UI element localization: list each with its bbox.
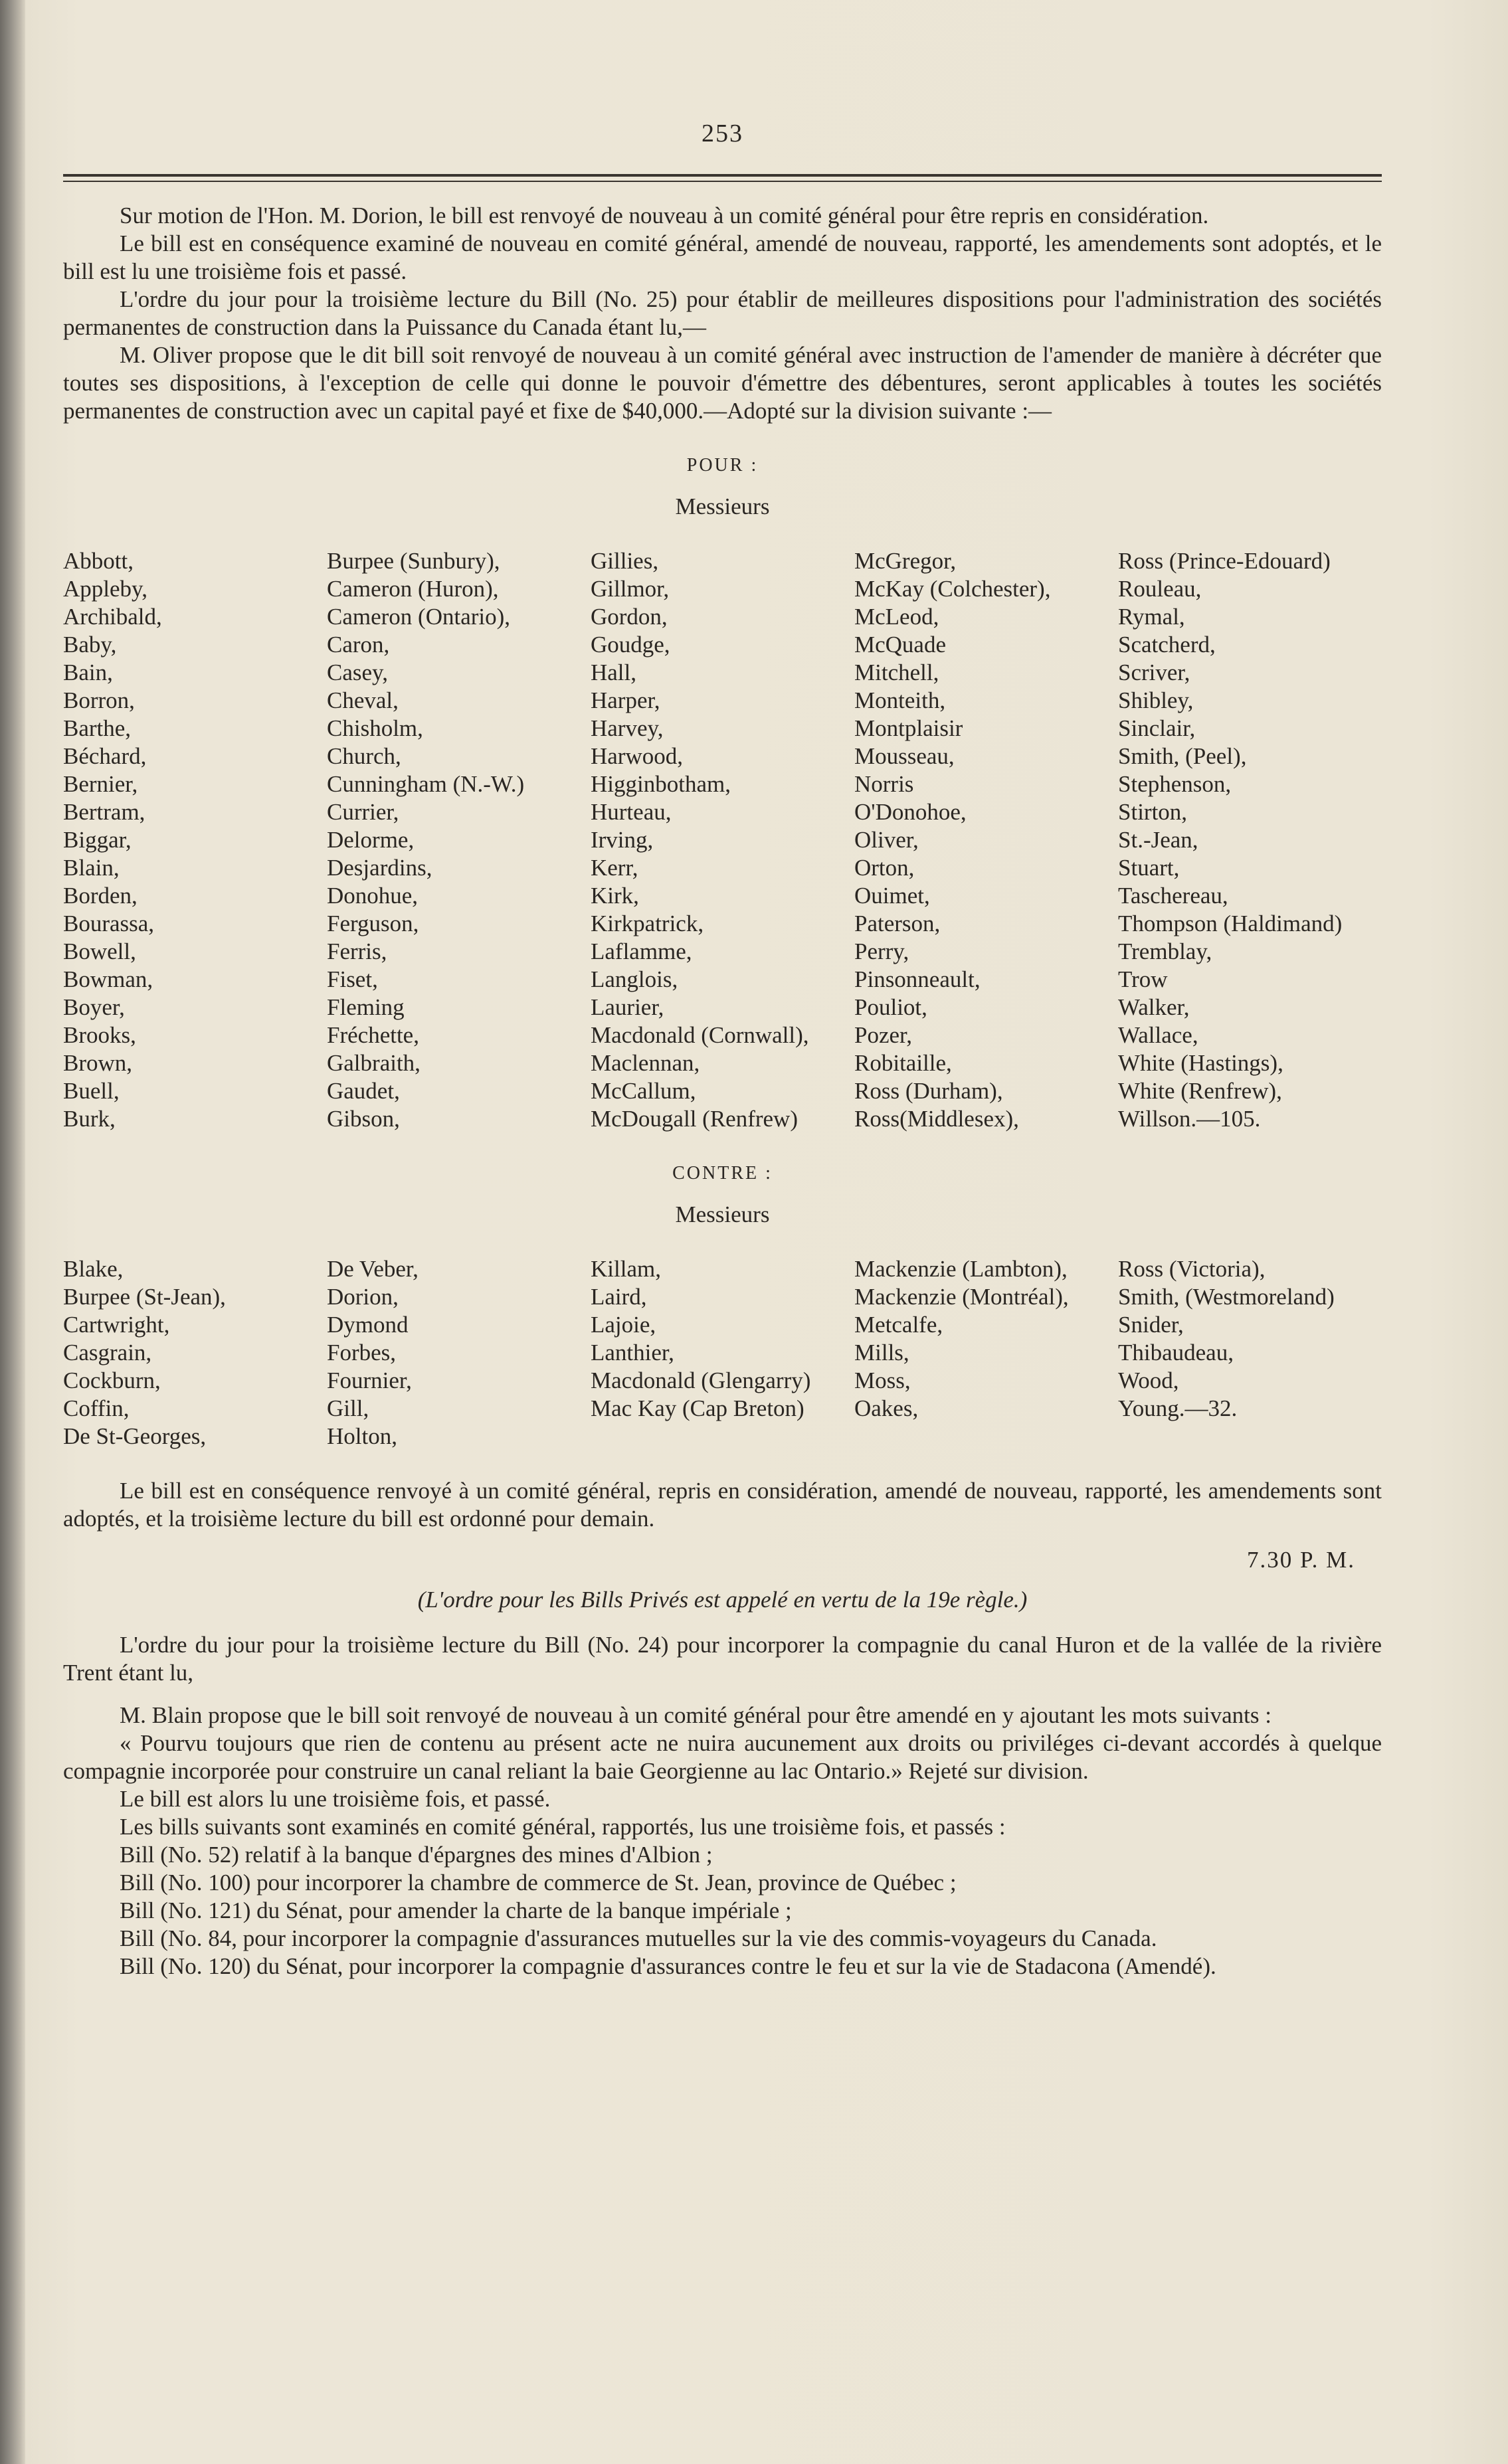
pour-member-name: Bourassa, bbox=[63, 911, 155, 936]
pour-member-name: O'Donohoe, bbox=[854, 799, 967, 825]
pour-member-name: Walker, bbox=[1118, 994, 1190, 1020]
contre-member-name: Gill, bbox=[327, 1395, 369, 1421]
pour-member-name: Gaudet, bbox=[327, 1078, 400, 1104]
paragraph-dorion-motion: Sur motion de l'Hon. M. Dorion, le bill est renvoyé de nouveau à un comité général pour être repris en considération. bbox=[120, 203, 1209, 228]
contre-name-columns bbox=[63, 1255, 1382, 1451]
contre-member-name: Blake, bbox=[63, 1256, 124, 1282]
contre-member-name: Ross (Victoria), bbox=[1118, 1256, 1266, 1282]
pour-member-name: Rymal, bbox=[1118, 604, 1185, 630]
pour-column bbox=[63, 547, 327, 1133]
pour-member-name: Goudge, bbox=[591, 632, 670, 658]
header-rule-thin bbox=[63, 181, 1382, 182]
contre-member-name: Smith, (Westmoreland) bbox=[1118, 1284, 1335, 1310]
bill-120-line: Bill (No. 120) du Sénat, pour incorporer la compagnie d'assurances contre le feu et sur la vie de Stadacona (Amendé). bbox=[120, 1953, 1216, 1979]
contre-member-name: Forbes, bbox=[327, 1340, 397, 1365]
pour-member-name: Hall, bbox=[591, 660, 637, 685]
pour-name-columns bbox=[63, 547, 1382, 1133]
contre-member-name: De St-Georges, bbox=[63, 1423, 207, 1449]
contre-member-name: Mills, bbox=[854, 1340, 909, 1365]
pour-member-name: St.-Jean, bbox=[1118, 827, 1198, 853]
contre-member-name: Coffin, bbox=[63, 1395, 130, 1421]
paragraph-oliver-motion: M. Oliver propose que le dit bill soit renvoyé de nouveau à un comité général avec instruction de l'amender de manière à décréter que toutes ses dispositions, à l'exception de celle qui donne le pouvoir d'émettre des débentures, seront applicables à toutes les sociétés permanentes de construction avec un capital payé et fixe de $40,000.—Adopté sur la division suivante :— bbox=[63, 342, 1382, 424]
pour-subheading: Messieurs bbox=[675, 493, 770, 519]
pour-member-name: Bertram, bbox=[63, 799, 145, 825]
contre-member-name: Young.—32. bbox=[1118, 1395, 1238, 1421]
pour-member-name: Abbott, bbox=[63, 548, 134, 574]
pour-member-name: Gillies, bbox=[591, 548, 659, 574]
pour-member-name: Wallace, bbox=[1118, 1022, 1198, 1048]
private-bills-note: (L'ordre pour les Bills Privés est appelé en vertu de la 19e règle.) bbox=[417, 1587, 1028, 1613]
pour-member-name: Bowman, bbox=[63, 966, 153, 992]
paragraph-after-vote: Le bill est en conséquence renvoyé à un comité général, repris en considération, amendé de nouveau, rapporté, les amendements sont adoptés, et la troisième lecture du bill est ordonné pour demain. bbox=[63, 1478, 1382, 1532]
pour-member-name: Biggar, bbox=[63, 827, 132, 853]
pour-member-name: Fleming bbox=[327, 994, 405, 1020]
contre-member-name: Cockburn, bbox=[63, 1367, 161, 1393]
contre-member-name: Cartwright, bbox=[63, 1312, 170, 1338]
pour-member-name: Stirton, bbox=[1118, 799, 1188, 825]
pour-member-name: Currier, bbox=[327, 799, 399, 825]
pour-member-name: Pouliot, bbox=[854, 994, 927, 1020]
pour-member-name: Montplaisir bbox=[854, 715, 963, 741]
paragraph-bill-25-order: L'ordre du jour pour la troisième lecture du Bill (No. 25) pour établir de meilleures dispositions pour l'administration des sociétés permanentes de construction dans la Puissance du Canada étant lu,— bbox=[63, 286, 1382, 340]
pour-member-name: Ross (Prince-Edouard) bbox=[1118, 548, 1331, 574]
pour-member-name: Higginbotham, bbox=[591, 771, 731, 797]
pour-member-name: White (Renfrew), bbox=[1118, 1078, 1282, 1104]
pour-member-name: Pozer, bbox=[854, 1022, 913, 1048]
pour-member-name: Galbraith, bbox=[327, 1050, 421, 1076]
contre-member-name: Casgrain, bbox=[63, 1340, 152, 1365]
bill-100-line: Bill (No. 100) pour incorporer la chambre de commerce de St. Jean, province de Québec ; bbox=[120, 1870, 957, 1895]
contre-column bbox=[1118, 1255, 1382, 1451]
pour-member-name: Norris bbox=[854, 771, 914, 797]
page-number: 253 bbox=[702, 120, 743, 147]
pour-member-name: Bain, bbox=[63, 660, 113, 685]
pour-member-name: Desjardins, bbox=[327, 855, 432, 881]
contre-heading: CONTRE : bbox=[672, 1163, 773, 1184]
bill-52-line: Bill (No. 52) relatif à la banque d'épargnes des mines d'Albion ; bbox=[120, 1842, 713, 1868]
pour-member-name: Chisholm, bbox=[327, 715, 423, 741]
contre-member-name: Lajoie, bbox=[591, 1312, 656, 1338]
contre-member-name: Wood, bbox=[1118, 1367, 1179, 1393]
pour-member-name: Cameron (Ontario), bbox=[327, 604, 511, 630]
pour-member-name: Rouleau, bbox=[1118, 576, 1202, 602]
contre-member-name: Lanthier, bbox=[591, 1340, 674, 1365]
pour-member-name: Hurteau, bbox=[591, 799, 672, 825]
pour-member-name: Burpee (Sunbury), bbox=[327, 548, 500, 574]
contre-member-name: Mac Kay (Cap Breton) bbox=[591, 1395, 804, 1421]
contre-subheading: Messieurs bbox=[675, 1201, 770, 1227]
pour-member-name: Monteith, bbox=[854, 687, 946, 713]
contre-column bbox=[854, 1255, 1118, 1451]
pour-member-name: Boyer, bbox=[63, 994, 125, 1020]
paragraph-third-reading: Le bill est alors lu une troisième fois, et passé. bbox=[120, 1786, 551, 1812]
pour-member-name: Sinclair, bbox=[1118, 715, 1196, 741]
pour-member-name: Fréchette, bbox=[327, 1022, 419, 1048]
pour-member-name: Ouimet, bbox=[854, 883, 930, 909]
paragraph-bill-24-order: L'ordre du jour pour la troisième lecture du Bill (No. 24) pour incorporer la compagnie du canal Huron et de la vallée de la rivière Trent étant lu, bbox=[63, 1632, 1382, 1686]
pour-member-name: Bernier, bbox=[63, 771, 138, 797]
pour-member-name: Langlois, bbox=[591, 966, 678, 992]
contre-member-name: Killam, bbox=[591, 1256, 661, 1282]
pour-member-name: Fiset, bbox=[327, 966, 378, 992]
pour-heading: POUR : bbox=[686, 455, 759, 476]
pour-member-name: Mousseau, bbox=[854, 743, 955, 769]
pour-member-name: Cameron (Huron), bbox=[327, 576, 499, 602]
pour-member-name: Barthe, bbox=[63, 715, 132, 741]
contre-column bbox=[591, 1255, 854, 1451]
pour-member-name: Buell, bbox=[63, 1078, 120, 1104]
pour-member-name: Church, bbox=[327, 743, 401, 769]
pour-member-name: Casey, bbox=[327, 660, 389, 685]
paragraph-proviso-quote: « Pourvu toujours que rien de contenu au présent acte ne nuira aucunement aux droits ou priviléges ci-devant accordés à quelque compagnie incorporée pour construire un canal reliant la baie Georgienne au lac Ontario.» Rejeté sur division. bbox=[63, 1730, 1382, 1784]
pour-column bbox=[327, 547, 591, 1133]
pour-member-name: Ferris, bbox=[327, 938, 387, 964]
pour-member-name: Willson.—105. bbox=[1118, 1106, 1261, 1132]
pour-member-name: Bowell, bbox=[63, 938, 136, 964]
bill-121-line: Bill (No. 121) du Sénat, pour amender la charte de la banque impériale ; bbox=[120, 1897, 792, 1923]
pour-member-name: Kirk, bbox=[591, 883, 639, 909]
pour-member-name: Burk, bbox=[63, 1106, 116, 1132]
pour-member-name: McCallum, bbox=[591, 1078, 696, 1104]
pour-member-name: Shibley, bbox=[1118, 687, 1194, 713]
contre-member-name: Oakes, bbox=[854, 1395, 919, 1421]
pour-member-name: Trow bbox=[1118, 966, 1168, 992]
pour-member-name: McQuade bbox=[854, 632, 947, 658]
pour-member-name: Maclennan, bbox=[591, 1050, 700, 1076]
contre-member-name: De Veber, bbox=[327, 1256, 419, 1282]
pour-member-name: White (Hastings), bbox=[1118, 1050, 1283, 1076]
pour-member-name: Mitchell, bbox=[854, 660, 939, 685]
contre-member-name: Moss, bbox=[854, 1367, 911, 1393]
pour-member-name: Donohue, bbox=[327, 883, 419, 909]
pour-member-name: Smith, (Peel), bbox=[1118, 743, 1247, 769]
paragraph-bills-list-intro: Les bills suivants sont examinés en comité général, rapportés, lus une troisième fois, et passés : bbox=[120, 1814, 1006, 1840]
pour-member-name: McKay (Colchester), bbox=[854, 576, 1051, 602]
bill-84-line: Bill (No. 84, pour incorporer la compagnie d'assurances mutuelles sur la vie des commis-voyageurs du Canada. bbox=[120, 1925, 1157, 1951]
header-rule bbox=[63, 174, 1382, 177]
pour-member-name: Thompson (Haldimand) bbox=[1118, 911, 1343, 936]
paragraph-blain-motion: M. Blain propose que le bill soit renvoyé de nouveau à un comité général pour être amendé en y ajoutant les mots suivants : bbox=[120, 1702, 1272, 1728]
pour-member-name: Blain, bbox=[63, 855, 120, 881]
contre-member-name: Mackenzie (Montréal), bbox=[854, 1284, 1069, 1310]
pour-member-name: Laflamme, bbox=[591, 938, 692, 964]
pour-member-name: Tremblay, bbox=[1118, 938, 1212, 964]
pour-member-name: Pinsonneault, bbox=[854, 966, 981, 992]
pour-member-name: Gillmor, bbox=[591, 576, 670, 602]
pour-member-name: Irving, bbox=[591, 827, 654, 853]
pour-member-name: Macdonald (Cornwall), bbox=[591, 1022, 809, 1048]
pour-member-name: Archibald, bbox=[63, 604, 162, 630]
pour-member-name: Harper, bbox=[591, 687, 660, 713]
pour-member-name: Gordon, bbox=[591, 604, 668, 630]
contre-member-name: Dorion, bbox=[327, 1284, 399, 1310]
pour-member-name: Borron, bbox=[63, 687, 135, 713]
contre-member-name: Mackenzie (Lambton), bbox=[854, 1256, 1068, 1282]
pour-member-name: Gibson, bbox=[327, 1106, 400, 1132]
pour-column bbox=[854, 547, 1118, 1133]
pour-member-name: Scatcherd, bbox=[1118, 632, 1216, 658]
pour-member-name: Brown, bbox=[63, 1050, 133, 1076]
contre-column bbox=[63, 1255, 327, 1451]
pour-member-name: Taschereau, bbox=[1118, 883, 1228, 909]
pour-member-name: Harwood, bbox=[591, 743, 683, 769]
pour-member-name: Delorme, bbox=[327, 827, 415, 853]
pour-member-name: Borden, bbox=[63, 883, 138, 909]
contre-member-name: Fournier, bbox=[327, 1367, 412, 1393]
contre-member-name: Snider, bbox=[1118, 1312, 1184, 1338]
pour-member-name: Cheval, bbox=[327, 687, 399, 713]
pour-member-name: McDougall (Renfrew) bbox=[591, 1106, 798, 1132]
pour-member-name: Béchard, bbox=[63, 743, 147, 769]
pour-member-name: McGregor, bbox=[854, 548, 957, 574]
pour-member-name: Perry, bbox=[854, 938, 909, 964]
contre-member-name: Holton, bbox=[327, 1423, 397, 1449]
contre-member-name: Laird, bbox=[591, 1284, 647, 1310]
pour-member-name: Kirkpatrick, bbox=[591, 911, 704, 936]
pour-member-name: Oliver, bbox=[854, 827, 919, 853]
contre-member-name: Burpee (St-Jean), bbox=[63, 1284, 226, 1310]
pour-member-name: Caron, bbox=[327, 632, 390, 658]
pour-member-name: Scriver, bbox=[1118, 660, 1190, 685]
pour-member-name: Orton, bbox=[854, 855, 915, 881]
pour-column bbox=[591, 547, 854, 1133]
pour-member-name: Laurier, bbox=[591, 994, 664, 1020]
contre-member-name: Metcalfe, bbox=[854, 1312, 943, 1338]
pour-member-name: Ross (Durham), bbox=[854, 1078, 1003, 1104]
contre-column bbox=[327, 1255, 591, 1451]
pour-member-name: Kerr, bbox=[591, 855, 638, 881]
pour-member-name: McLeod, bbox=[854, 604, 939, 630]
binding-gutter bbox=[0, 0, 25, 2464]
pour-member-name: Ferguson, bbox=[327, 911, 419, 936]
pour-member-name: Robitaille, bbox=[854, 1050, 952, 1076]
pour-member-name: Cunningham (N.-W.) bbox=[327, 771, 525, 797]
pour-member-name: Appleby, bbox=[63, 576, 148, 602]
pour-member-name: Stuart, bbox=[1118, 855, 1180, 881]
page-content bbox=[63, 100, 1382, 1980]
contre-member-name: Thibaudeau, bbox=[1118, 1340, 1234, 1365]
pour-member-name: Stephenson, bbox=[1118, 771, 1232, 797]
pour-column bbox=[1118, 547, 1382, 1133]
contre-member-name: Macdonald (Glengarry) bbox=[591, 1367, 811, 1393]
pour-member-name: Paterson, bbox=[854, 911, 941, 936]
pour-member-name: Brooks, bbox=[63, 1022, 136, 1048]
pour-member-name: Ross(Middlesex), bbox=[854, 1106, 1019, 1132]
session-time: 7.30 P. M. bbox=[1247, 1547, 1355, 1573]
contre-member-name: Dymond bbox=[327, 1312, 409, 1338]
pour-member-name: Harvey, bbox=[591, 715, 664, 741]
pour-member-name: Baby, bbox=[63, 632, 117, 658]
paragraph-bill-examined: Le bill est en conséquence examiné de nouveau en comité général, amendé de nouveau, rapporté, les amendements sont adoptés, et le bill est lu une troisième fois et passé. bbox=[63, 230, 1382, 284]
